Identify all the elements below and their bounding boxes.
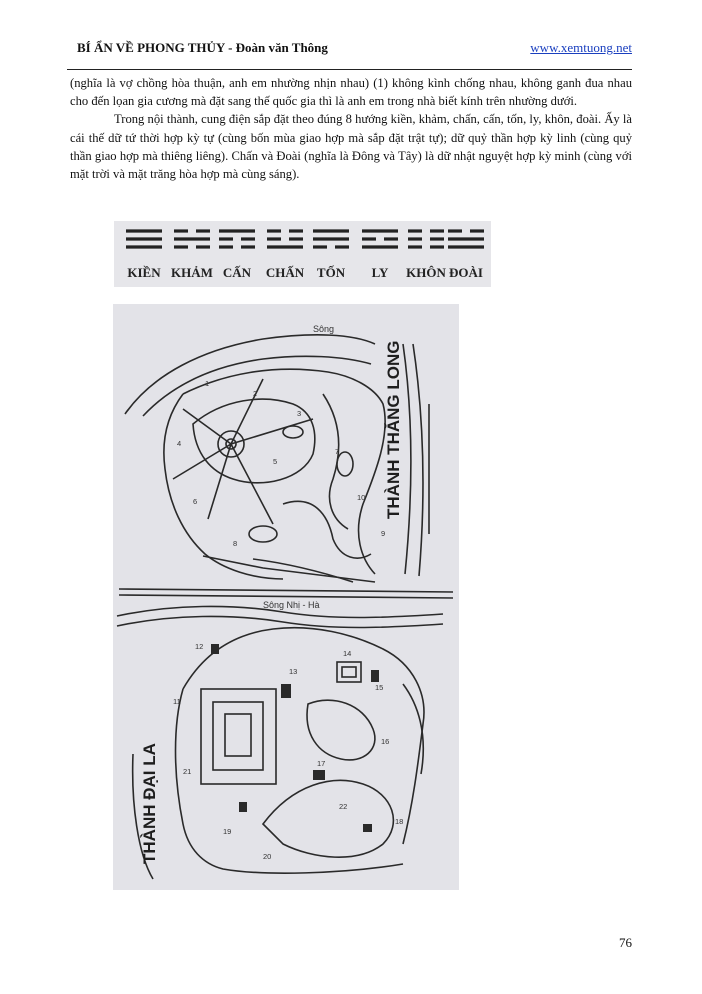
header-title: BÍ ẨN VỀ PHONG THỦY - Đoàn văn Thông	[77, 40, 328, 55]
trigram-label-ton: TỐN	[316, 265, 346, 280]
svg-text:5: 5	[273, 457, 278, 466]
trigram-label-kien: KIỀN	[127, 265, 161, 280]
paragraph-2: Trong nội thành, cung điện sắp đặt theo đúng 8 hướng kiền, khảm, chấn, cấn, tốn, ly, khôn, đoài. Ấy là cái thế dữ tứ thời hợp kỳ tự (cùng bốn mùa giao hợp mà sắp đặt trật tự); dữ quỷ thần hợp kỳ linh (cùng quỷ thần giao hợp mà thiêng liêng). Chấn và Đoài (nghĩa là Đông và Tây) là dữ nhật nguyệt hợp kỳ minh (cùng với mặt trời và mặt trăng hòa hợp mà cùng sáng).	[70, 112, 632, 182]
svg-text:15: 15	[375, 683, 384, 692]
paragraph-1: (nghĩa là vợ chồng hòa thuận, anh em nhường nhịn nhau) (1) không kình chống nhau, không ganh đua nhau cho đến lọan gia cương mà đặt sang thế quốc gia thì là anh em trong nhà biết kính trên nhường dưới.	[70, 76, 632, 109]
svg-text:13: 13	[289, 667, 298, 676]
trigram-label-doai: ĐOÀI	[449, 265, 483, 280]
svg-text:4: 4	[177, 439, 182, 448]
svg-text:8: 8	[233, 539, 238, 548]
svg-text:20: 20	[263, 852, 272, 861]
svg-text:12: 12	[195, 642, 204, 651]
svg-text:21: 21	[183, 767, 192, 776]
body-text	[70, 74, 632, 183]
svg-text:1: 1	[205, 379, 210, 388]
trigram-figure	[114, 221, 491, 287]
trigram-svg	[114, 221, 491, 287]
page-number: 76	[619, 935, 632, 950]
header-divider	[67, 69, 632, 70]
svg-text:9: 9	[381, 529, 386, 538]
river-label: Sông Nhị - Hà	[263, 600, 320, 610]
svg-text:3: 3	[297, 409, 302, 418]
trigram-label-chan: CHẤN	[265, 265, 305, 280]
trigram-label-ly: LY	[371, 265, 389, 280]
trigram-label-kham: KHẢM	[171, 265, 213, 280]
svg-text:14: 14	[343, 649, 352, 658]
svg-text:22: 22	[339, 802, 348, 811]
svg-text:10: 10	[357, 493, 366, 502]
header-url-link[interactable]: www.xemtuong.net	[530, 40, 632, 55]
trigram-label-can: CẤN	[222, 265, 252, 280]
thang-long-title: THÀNH THĂNG LONG	[384, 340, 403, 519]
city-map-svg	[113, 304, 459, 890]
dai-la-title: THÀNH ĐẠI LA	[140, 743, 159, 864]
page-header	[77, 40, 632, 62]
svg-text:16: 16	[381, 737, 390, 746]
svg-text:11: 11	[173, 697, 181, 706]
city-map-figure	[113, 304, 459, 890]
river-label-top: Sông	[313, 324, 335, 334]
svg-text:7: 7	[335, 447, 340, 456]
svg-text:2: 2	[253, 389, 258, 398]
svg-text:17: 17	[317, 759, 326, 768]
svg-text:19: 19	[223, 827, 232, 836]
svg-text:18: 18	[395, 817, 404, 826]
trigram-label-khon: KHÔN	[406, 265, 446, 280]
svg-text:6: 6	[193, 497, 198, 506]
